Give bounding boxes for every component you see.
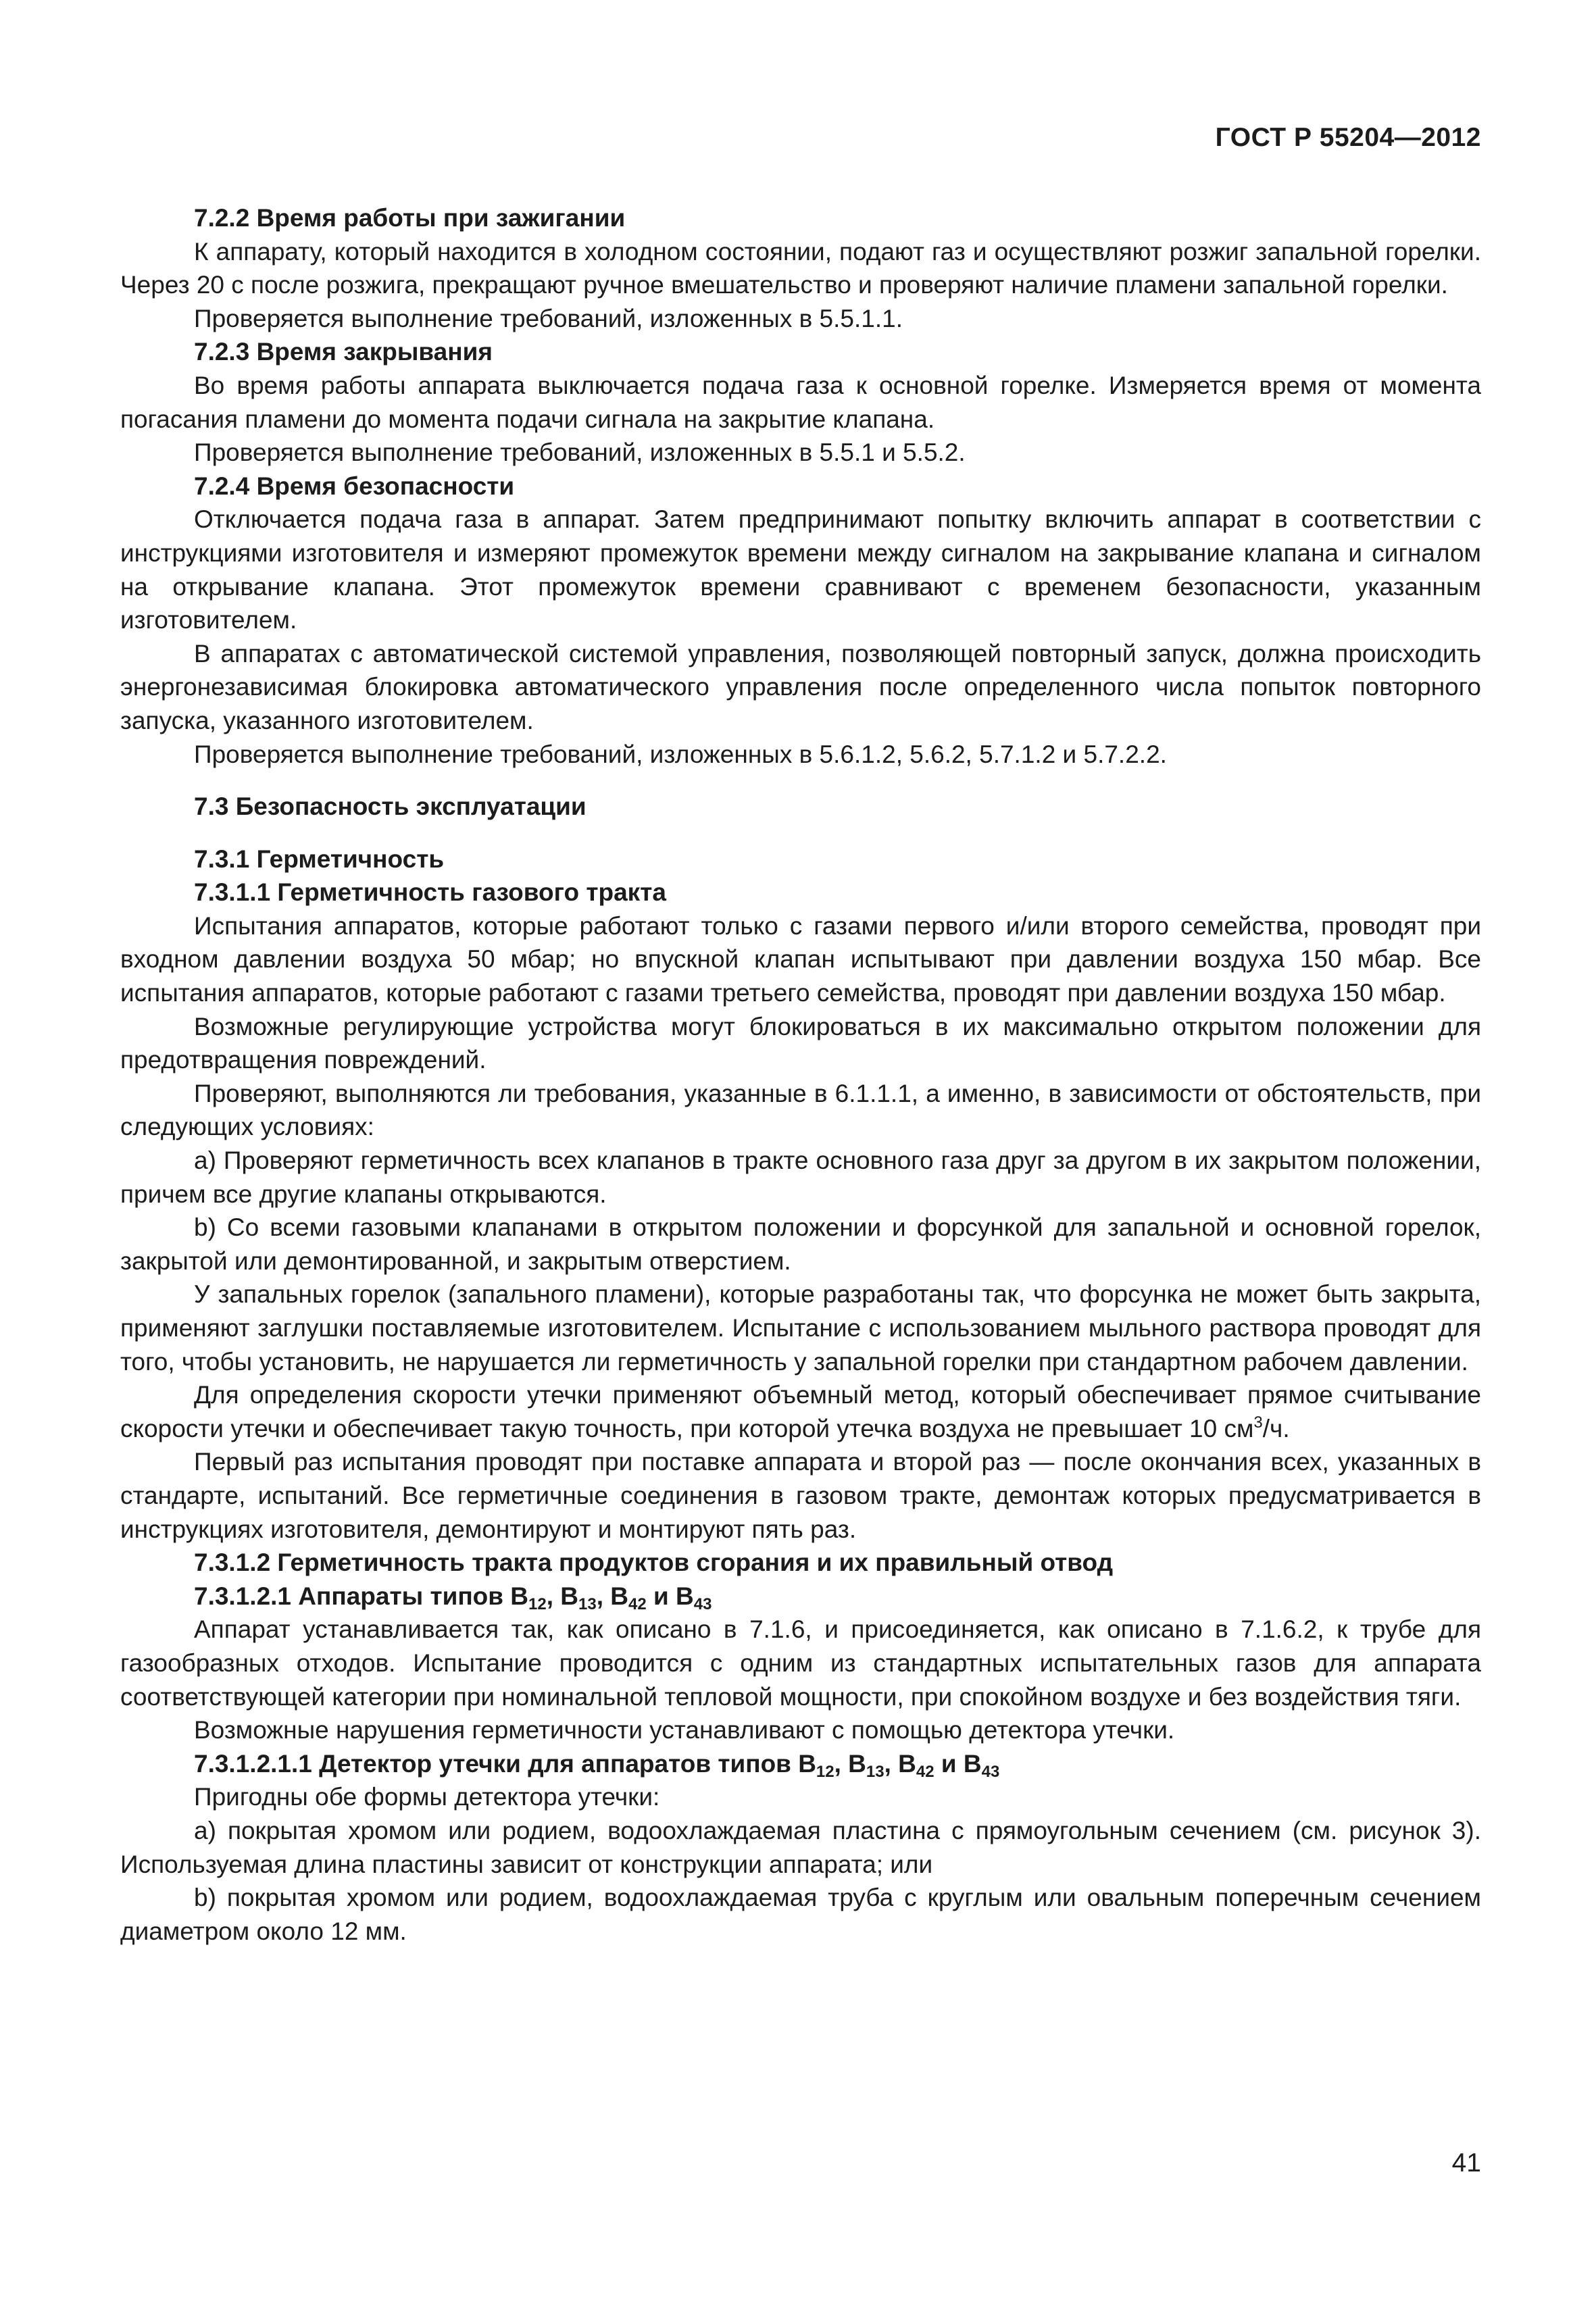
heading-text: 7.3.1.2.1 Аппараты типов B [194, 1582, 529, 1610]
subscript: 13 [578, 1594, 597, 1613]
heading-text: , B [834, 1749, 866, 1778]
subscript: 12 [816, 1762, 834, 1781]
list-item: b) Со всеми газовыми клапанами в открытом положении и форсункой для запальной и основной горелок, закрытой или демонтированной, и закрытым отверстием. [120, 1213, 1481, 1275]
paragraph: Проверяется выполнение требований, изложенных в 5.6.1.2, 5.6.2, 5.7.1.2 и 5.7.2.2. [194, 740, 1167, 768]
superscript: 3 [1253, 1413, 1263, 1432]
subscript: 12 [528, 1594, 547, 1613]
heading-text: , B [884, 1749, 916, 1778]
section-heading-7-3-1: 7.3.1 Герметичность [194, 845, 445, 873]
heading-text: , B [546, 1582, 579, 1610]
subscript: 13 [866, 1762, 884, 1781]
paragraph: У запальных горелок (запального пламени), которые разработаны так, что форсунка не может быть закрыта, применяют заглушки поставляемые изготовителем. Испытание с использованием мыльного раствора проводят для того, чтобы установить, не нарушается ли герметичность у запальной горелки при стандартном рабочем давлении. [120, 1280, 1481, 1376]
section-heading-7-3-1-2: 7.3.1.2 Герметичность тракта продуктов сгорания и их правильный отвод [194, 1549, 1114, 1577]
paragraph: Проверяется выполнение требований, изложенных в 5.5.1 и 5.5.2. [194, 438, 966, 467]
paragraph: Испытания аппаратов, которые работают только с газами первого и/или второго семейства, проводят при входном давлении воздуха 50 мбар; но впускной клапан испытывают при давлении воздуха 150 мбар. Все испытания аппаратов, которые работают с газами третьего семейства, проводят при давлении воздуха 150 мбар. [120, 911, 1481, 1007]
section-heading-7-2-2: 7.2.2 Время работы при зажигании [194, 204, 626, 232]
subscript: 42 [628, 1594, 647, 1613]
subscript: 43 [981, 1762, 1000, 1781]
paragraph: Возможные регулирующие устройства могут блокироваться в их максимально открытом положении для предотвращения повреждений. [120, 1012, 1481, 1074]
paragraph: Проверяют, выполняются ли требования, указанные в 6.1.1.1, а именно, в зависимости от обстоятельств, при следующих условиях: [120, 1079, 1481, 1141]
paragraph: Отключается подача газа в аппарат. Затем предпринимают попытку включить аппарат в соответствии с инструкциями изготовителя и измеряют промежуток времени между сигналом на закрывание клапана и сигналом на открывание клапана. Этот промежуток времени сравнивают с временем безопасности, указанным изготовителем. [120, 505, 1481, 634]
paragraph-text: /ч. [1262, 1414, 1290, 1442]
heading-text: 7.3.1.2.1.1 Детектор утечки для аппаратов типов B [194, 1749, 816, 1778]
document-header: ГОСТ Р 55204—2012 [1215, 123, 1481, 152]
paragraph: Пригодны обе формы детектора утечки: [194, 1783, 660, 1811]
subscript: 42 [916, 1762, 934, 1781]
section-heading-7-2-3: 7.2.3 Время закрывания [194, 338, 493, 366]
paragraph: Первый раз испытания проводят при поставке аппарата и второй раз — после окончания всех, указанных в стандарте, испытаний. Все герметичные соединения в газовом тракте, демонтаж которых предусматривается в инструкциях изготовителя, демонтируют и монтируют пять раз. [120, 1448, 1481, 1543]
list-item: а) Проверяют герметичность всех клапанов в тракте основного газа друг за другом в их закрытом положении, причем все другие клапаны открываются. [120, 1147, 1481, 1208]
paragraph: Во время работы аппарата выключается подача газа к основной горелке. Измеряется время от момента погасания пламени до момента подачи сигнала на закрытие клапана. [120, 371, 1481, 433]
paragraph: В аппаратах с автоматической системой управления, позволяющей повторный запуск, должна происходить энергонезависимая блокировка автоматического управления после определенного числа попыток повторного запуска, указанного изготовителем. [120, 639, 1481, 734]
paragraph [120, 1378, 1481, 1445]
heading-text: и B [646, 1582, 694, 1610]
page-number: 41 [1451, 2148, 1481, 2178]
paragraph: Возможные нарушения герметичности устанавливают с помощью детектора утечки. [194, 1716, 1175, 1744]
paragraph: Аппарат устанавливается так, как описано в 7.1.6, и присоединяется, как описано в 7.1.6.2, к трубе для газообразных отходов. Испытание проводится с одним из стандартных испытательных газов для аппарата соответствующей категории при номинальной тепловой мощности, при спокойном воздухе и без воздействия тяги. [120, 1615, 1481, 1711]
paragraph: Проверяется выполнение требований, изложенных в 5.5.1.1. [194, 304, 903, 332]
section-heading-7-2-4: 7.2.4 Время безопасности [194, 472, 515, 500]
heading-text: , B [596, 1582, 628, 1610]
paragraph: К аппарату, который находится в холодном состоянии, подают газ и осуществляют розжиг запальной горелки. Через 20 с после розжига, прекращают ручное вмешательство и проверяют наличие пламени запальной горелки. [120, 237, 1481, 299]
list-item: а) покрытая хромом или родием, водоохлаждаемая пластина с прямоугольным сечением (см. рисунок 3). Используемая длина пластины зависит от конструкции аппарата; или [120, 1816, 1481, 1878]
section-heading-7-3: 7.3 Безопасность эксплуатации [194, 793, 587, 821]
heading-text: и B [934, 1749, 982, 1778]
subscript: 43 [693, 1594, 712, 1613]
list-item: b) покрытая хромом или родием, водоохлаждаемая труба с круглым или овальным поперечным сечением диаметром около 12 мм. [120, 1884, 1481, 1945]
paragraph-text: Для определения скорости утечки применяют объемный метод, который обеспечивает прямое считывание скорости утечки и обеспечивает такую точность, при которой утечка воздуха не превышает 10 см [120, 1381, 1481, 1442]
section-heading-7-3-1-1: 7.3.1.1 Герметичность газового тракта [194, 878, 666, 907]
section-heading-7-3-1-2-1 [120, 1580, 1481, 1613]
document-body [120, 201, 1481, 1948]
section-heading-7-3-1-2-1-1 [120, 1747, 1481, 1781]
